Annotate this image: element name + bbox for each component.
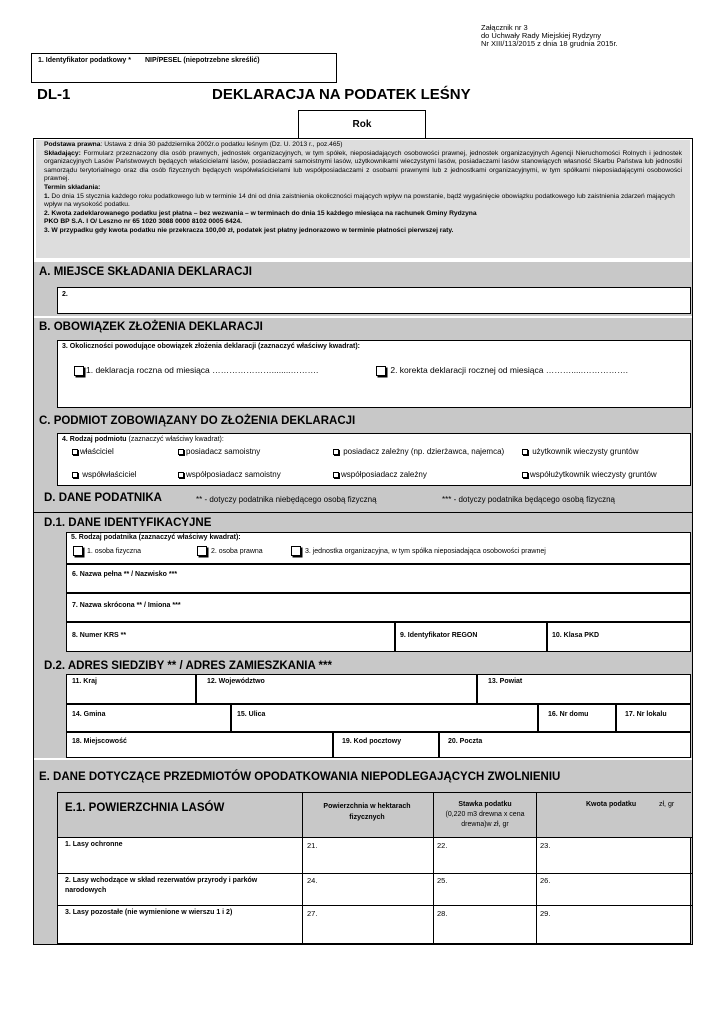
co-owner-checkbox[interactable] <box>72 472 78 478</box>
annual-declaration-label: 1. deklaracja roczna od miesiąca …………………........………. <box>86 365 319 375</box>
perpetual-user-label: użytkownik wieczysty gruntów <box>530 447 639 456</box>
point3-text: 3. W przypadku gdy kwota podatku nie przekracza 100,00 zł, podatek jest płatny jednorazowo w terminie płatności pierwszej raty. <box>44 226 454 234</box>
section-e-title: E. DANE DOTYCZĄCE PRZEDMIOTÓW OPODATKOWANIA NIEPODLEGAJĄCYCH ZWOLNIENIU <box>39 771 561 783</box>
point2-bank: PKO BP S.A. I O/ Leszno nr 65 1020 3088 0000 8102 0005 6424. <box>44 218 243 226</box>
note-natural: *** - dotyczy podatnika będącego osobą fizyczną <box>442 495 615 504</box>
field-8-label: 8. Numer KRS ** <box>72 632 127 639</box>
field-4-hint: (zaznaczyć właściwy kwadrat): <box>126 436 224 443</box>
field-2-label: 2. <box>62 291 68 298</box>
field-9-label: 9. Identyfikator REGON <box>400 632 478 639</box>
filers-label: Składający: <box>44 149 81 157</box>
field-6-label: 6. Nazwa pełna ** / Nazwisko *** <box>72 571 178 578</box>
field-10-label: 10. Klasa PKD <box>552 632 600 639</box>
year-label: Rok <box>352 119 372 130</box>
section-b-title: B. OBOWIĄZEK ZŁOŻENIA DEKLARACJI <box>39 321 263 333</box>
d1-title: D.1. DANE IDENTYFIKACYJNE <box>44 517 212 529</box>
annex-line-3: Nr XIII/113/2015 z dnia 18 grudnia 2015r. <box>481 39 618 48</box>
annex-line-2: do Uchwały Rady Miejskiej Rydzyny <box>481 31 602 40</box>
place-of-filing-field[interactable] <box>57 287 691 314</box>
field-25-label[interactable]: 25. <box>437 876 448 885</box>
point2-text: 2. Kwota zadeklarowanego podatku jest płatna – bez wezwania – w terminach do dnia 15 każdego miesiąca na rachunek Gminy Rydzyna <box>44 209 477 217</box>
co-dependent-holder-label: współposiadacz zależny <box>341 470 427 479</box>
col-rate-subheader: (0,220 m3 drewna x cena drewna)w zł, gr <box>445 811 525 828</box>
correction-label: 2. korekta deklaracji rocznej od miesiąca ……….....……………. <box>388 365 628 375</box>
field-21-label[interactable]: 21. <box>307 841 318 850</box>
section-d-title: D. DANE PODATNIKA <box>44 492 162 504</box>
section-c-title: C. PODMIOT ZOBOWIĄZANY DO ZŁOŻENIA DEKLARACJI <box>39 415 356 427</box>
note-non-natural: ** - dotyczy podatnika niebędącego osobą fizyczną <box>196 495 377 504</box>
field-29-label[interactable]: 29. <box>540 909 551 918</box>
co-perpetual-user-label: współużytkownik wieczysty gruntów <box>530 470 657 479</box>
field-22-label[interactable]: 22. <box>437 841 448 850</box>
regon-field[interactable] <box>395 622 547 652</box>
co-perpetual-user-checkbox[interactable] <box>522 472 528 478</box>
row-protective-forests-label: 1. Lasy ochronne <box>65 841 123 848</box>
e1-title: E.1. POWIERZCHNIA LASÓW <box>65 802 225 814</box>
row-other-forests-label: 3. Lasy pozostałe (nie wymienione w wierszu 1 i 2) <box>65 909 233 916</box>
county-field[interactable] <box>477 674 691 704</box>
point1-num: 1. <box>44 192 50 200</box>
voivodeship-field[interactable] <box>196 674 477 704</box>
obligation-field <box>57 340 691 408</box>
krs-field[interactable] <box>66 622 395 652</box>
col-area-header: Powierzchnia w hektarach fizycznych <box>323 803 411 821</box>
co-independent-holder-label: współposiadacz samoistny <box>186 470 281 479</box>
post-office-field[interactable] <box>439 732 691 758</box>
organizational-unit-label: 3. jednostka organizacyjna, w tym spółka nieposiadająca osobowości prawnej <box>303 547 546 555</box>
field-4-label: 4. Rodzaj podmiotu <box>62 436 127 443</box>
dependent-holder-checkbox[interactable] <box>333 449 339 455</box>
tax-identifier-hint: NIP/PESEL (niepotrzebne skreślić) <box>144 57 260 64</box>
owner-checkbox[interactable] <box>72 449 78 455</box>
form-title: DEKLARACJA NA PODATEK LEŚNY <box>212 86 471 103</box>
field-5-label: 5. Rodzaj podatnika (zaznaczyć właściwy kwadrat): <box>71 534 241 541</box>
owner-label: właściciel <box>80 447 114 456</box>
field-24-label[interactable]: 24. <box>307 876 318 885</box>
year-field[interactable] <box>298 110 426 139</box>
annual-declaration-checkbox[interactable] <box>74 366 84 376</box>
field-28-label[interactable]: 28. <box>437 909 448 918</box>
legal-basis-text: : Ustawa z dnia 30 października 2002r.o podatku leśnym (Dz. U. 2013 r., poz.465) <box>100 141 343 148</box>
col-tax-unit: zł, gr <box>659 801 675 808</box>
field-26-label[interactable]: 26. <box>540 876 551 885</box>
field-12-label: 12. Województwo <box>207 678 265 685</box>
field-20-label: 20. Poczta <box>448 738 483 745</box>
field-16-label: 16. Nr domu <box>548 711 589 718</box>
legal-info <box>36 140 690 258</box>
co-owner-label: współwłaściciel <box>80 470 137 479</box>
municipality-field[interactable] <box>66 704 231 732</box>
col-tax-header: Kwota podatku <box>586 801 637 808</box>
co-dependent-holder-checkbox[interactable] <box>333 472 339 478</box>
legal-person-label: 2. osoba prawna <box>209 547 263 555</box>
natural-person-label: 1. osoba fizyczna <box>85 547 142 555</box>
pkd-field[interactable] <box>547 622 691 652</box>
organizational-unit-checkbox[interactable] <box>291 546 301 556</box>
point1-text: Do dnia 15 stycznia każdego roku podatkowego lub w terminie 14 dni od dnia zaistnienia okoliczności mających wpływ na powstanie, bądź wygaśnięcie obowiązku podatkowego lub zaistnienia zdarzeń mających wpływ na wysokość podatku. <box>44 192 675 209</box>
legal-basis-label: Podstawa prawna <box>44 141 101 148</box>
field-7-label: 7. Nazwa skrócona ** / Imiona *** <box>72 602 181 609</box>
postal-code-field[interactable] <box>333 732 439 758</box>
field-27-label[interactable]: 27. <box>307 909 318 918</box>
legal-person-checkbox[interactable] <box>197 546 207 556</box>
independent-holder-label: posiadacz samoistny <box>186 447 261 456</box>
taxpayer-type-field <box>66 532 691 564</box>
d2-title: D.2. ADRES SIEDZIBY ** / ADRES ZAMIESZKANIA *** <box>44 660 332 672</box>
forest-area-table <box>57 792 691 944</box>
subject-type-field <box>57 433 691 486</box>
country-field[interactable] <box>66 674 196 704</box>
section-a-title: A. MIEJSCE SKŁADANIA DEKLARACJI <box>39 266 252 278</box>
street-field[interactable] <box>231 704 538 732</box>
form-code: DL-1 <box>37 86 71 103</box>
annex-line-1: Załącznik nr 3 <box>481 23 528 32</box>
field-14-label: 14. Gmina <box>72 711 106 718</box>
dependent-holder-label: posiadacz zależny (np. dzierżawca, najemca) <box>341 447 505 456</box>
tax-identifier-label: 1. Identyfikator podatkowy * <box>38 57 131 64</box>
annex-note <box>481 24 618 48</box>
full-name-field[interactable] <box>66 564 691 593</box>
field-19-label: 19. Kod pocztowy <box>342 738 402 745</box>
apartment-number-field[interactable] <box>616 704 691 732</box>
correction-checkbox[interactable] <box>376 366 386 376</box>
tax-identifier-field[interactable] <box>31 53 337 83</box>
house-number-field[interactable] <box>538 704 616 732</box>
filers-text: Formularz przeznaczony dla osób prawnych, jednostek organizacyjnych, w tym spółek, nieposiadających osobowości prawnej, jednostek organizacyjnych Agencji Nieruchomości Rolnych i jednostek organizacyjnych Lasów Państwowych będących właścicielami lasów, posiadaczami samoistnymi lasów, użytkownikami wieczystymi lasów, posiadaczami lasów stanowiących własność Skarbu Państwa lub jednostki samorządu terytorialnego oraz dla osób fizycznych będących współwłaścicielami lub współposiadaczami z osobami prawnymi lub z jednostkami organizacyjnymi, w tym spółkami nieposiadającymi osobowości prawnej. <box>44 149 682 183</box>
deadline-label: Termin składania: <box>44 183 101 191</box>
co-independent-holder-checkbox[interactable] <box>178 472 184 478</box>
city-field[interactable] <box>66 732 333 758</box>
field-23-label[interactable]: 23. <box>540 841 551 850</box>
field-11-label: 11. Kraj <box>72 678 97 685</box>
independent-holder-checkbox[interactable] <box>178 449 184 455</box>
field-18-label: 18. Miejscowość <box>72 738 127 745</box>
short-name-field[interactable] <box>66 593 691 622</box>
field-13-label: 13. Powiat <box>488 678 523 685</box>
field-3-label: 3. Okoliczności powodujące obowiązek złożenia deklaracji (zaznaczyć właściwy kwadrat): <box>62 343 360 350</box>
row-reserve-forests-label: 2. Lasy wchodzące w skład rezerwatów przyrody i parków narodowych <box>65 877 258 894</box>
natural-person-checkbox[interactable] <box>73 546 83 556</box>
perpetual-user-checkbox[interactable] <box>522 449 528 455</box>
field-15-label: 15. Ulica <box>237 711 266 718</box>
col-rate-header: Stawka podatku <box>458 801 512 808</box>
field-17-label: 17. Nr lokalu <box>625 711 667 718</box>
